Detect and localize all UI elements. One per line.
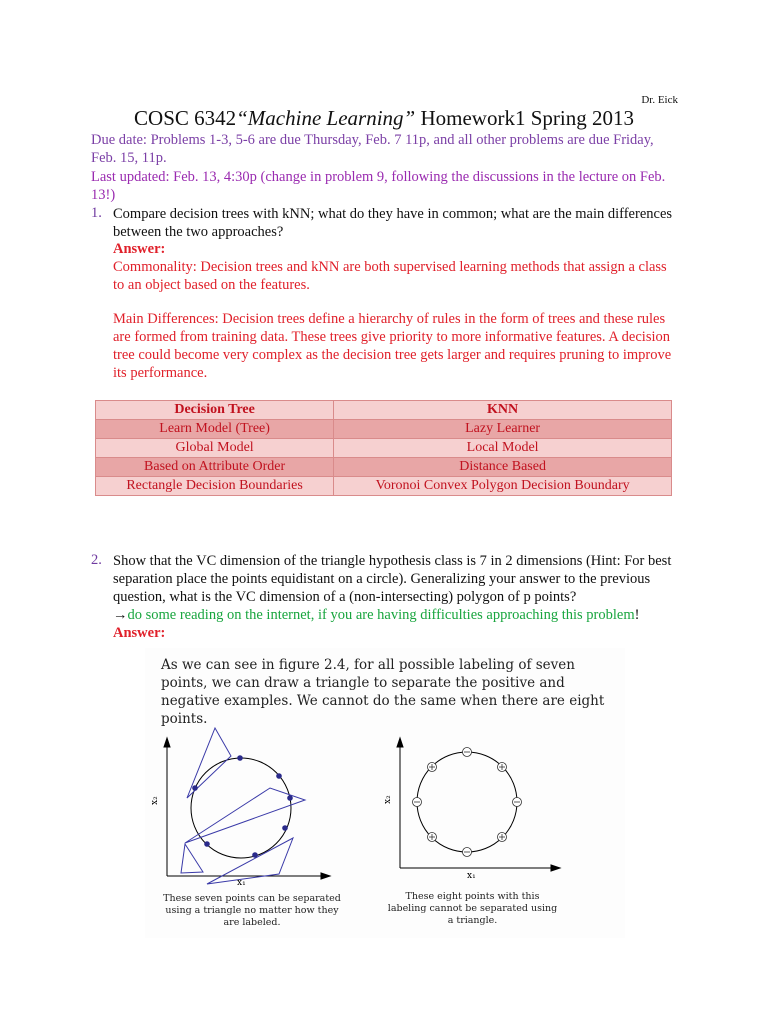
left-y-arrow (164, 738, 170, 747)
positive-point (498, 833, 507, 842)
triangle-bottom (207, 838, 293, 884)
positive-point (498, 763, 507, 772)
table-cell: Local Model (334, 439, 672, 458)
q2-hint-line (113, 606, 679, 624)
table-row (96, 458, 672, 477)
last-updated: Last updated: Feb. 13, 4:30p (change in problem 9, following the discussions in the lecture on Feb. 13!) (91, 169, 666, 203)
triangle-left (181, 844, 203, 873)
q1-number: 1. (91, 205, 102, 221)
q1-answer-label: Answer: (113, 241, 166, 257)
q1-commonality: Commonality: Decision trees and kNN are both supervised learning methods that assign a class to an object based on the features. (113, 259, 667, 293)
author-name: Dr. Eick (641, 94, 678, 106)
right-y-arrow (397, 738, 403, 747)
q2-hint: do some reading on the internet, if you are having difficulties approaching this problem (127, 607, 635, 623)
left-x-arrow (321, 873, 330, 879)
table-header-row (96, 401, 672, 420)
table-cell: Distance Based (334, 458, 672, 477)
eight-points (413, 748, 522, 857)
right-y-label: x₂ (383, 795, 393, 804)
table-cell: Global Model (96, 439, 334, 458)
table-cell: Based on Attribute Order (96, 458, 334, 477)
table-cell: Voronoi Convex Polygon Decision Boundary (334, 477, 672, 496)
point (287, 795, 293, 801)
arrow-icon: → (113, 607, 128, 623)
q2-question: Show that the VC dimension of the triangle hypothesis class is 7 in 2 dimensions (Hint: For best separation place the points equidistant on a circle). Generalizing your answer to the previous question, what is the VC dimension of a (non-intersecting) polygon of p points? (113, 553, 672, 605)
comparison-table (95, 400, 672, 496)
page-title (0, 106, 768, 131)
table-cell: Learn Model (Tree) (96, 420, 334, 439)
q1-differences: Main Differences: Decision trees define a hierarchy of rules in the form of trees and these rules are formed from training data. These trees give priority to more informative features. A decision tree could become very complex as the decision tree gets larger and requires pruning to improve its performance. (113, 311, 672, 381)
point (282, 825, 288, 831)
q1-question: Compare decision trees with kNN; what do they have in common; what are the main differences between the two approaches? (113, 206, 673, 240)
point (204, 841, 210, 847)
table-row (96, 420, 672, 439)
figure-2-4 (145, 648, 625, 938)
title-course: COSC 6342 (134, 106, 237, 130)
table-header-cell: KNN (334, 401, 672, 420)
positive-point (428, 833, 437, 842)
triangle-middle (185, 788, 305, 843)
negative-point (413, 798, 422, 807)
table-row (96, 439, 672, 458)
negative-point (463, 748, 472, 757)
table-cell: Rectangle Decision Boundaries (96, 477, 334, 496)
left-caption: These seven points can be separated using a triangle no matter how they are labeled. (163, 893, 341, 928)
negative-point (513, 798, 522, 807)
left-x-label: x₁ (237, 878, 246, 888)
q2-hint-end: ! (634, 607, 640, 623)
point (276, 773, 282, 779)
title-assignment: Homework1 Spring 2013 (415, 106, 634, 130)
table-row (96, 477, 672, 496)
title-course-name: “Machine Learning” (236, 106, 416, 130)
positive-point (428, 763, 437, 772)
left-y-label: x₂ (150, 796, 160, 805)
q2-answer-label: Answer: (113, 625, 166, 641)
triangles (181, 728, 305, 884)
right-x-label: x₁ (467, 871, 476, 881)
q2-number: 2. (91, 552, 102, 568)
right-caption: These eight points with this labeling cannot be separated using a triangle. (387, 891, 558, 926)
due-date: Due date: Problems 1-3, 5-6 are due Thursday, Feb. 7 11p, and all other problems are due Friday, Feb. 15, 11p. (91, 132, 654, 166)
point (237, 755, 243, 761)
figure-text: As we can see in figure 2.4, for all possible labeling of seven points, we can draw a triangle to separate the positive and negative examples. We cannot do the same when there are eight points. (161, 657, 605, 727)
table-cell: Lazy Learner (334, 420, 672, 439)
point (252, 852, 258, 858)
right-x-arrow (551, 865, 560, 871)
point (192, 785, 198, 791)
negative-point (463, 848, 472, 857)
table-header-cell: Decision Tree (96, 401, 334, 420)
